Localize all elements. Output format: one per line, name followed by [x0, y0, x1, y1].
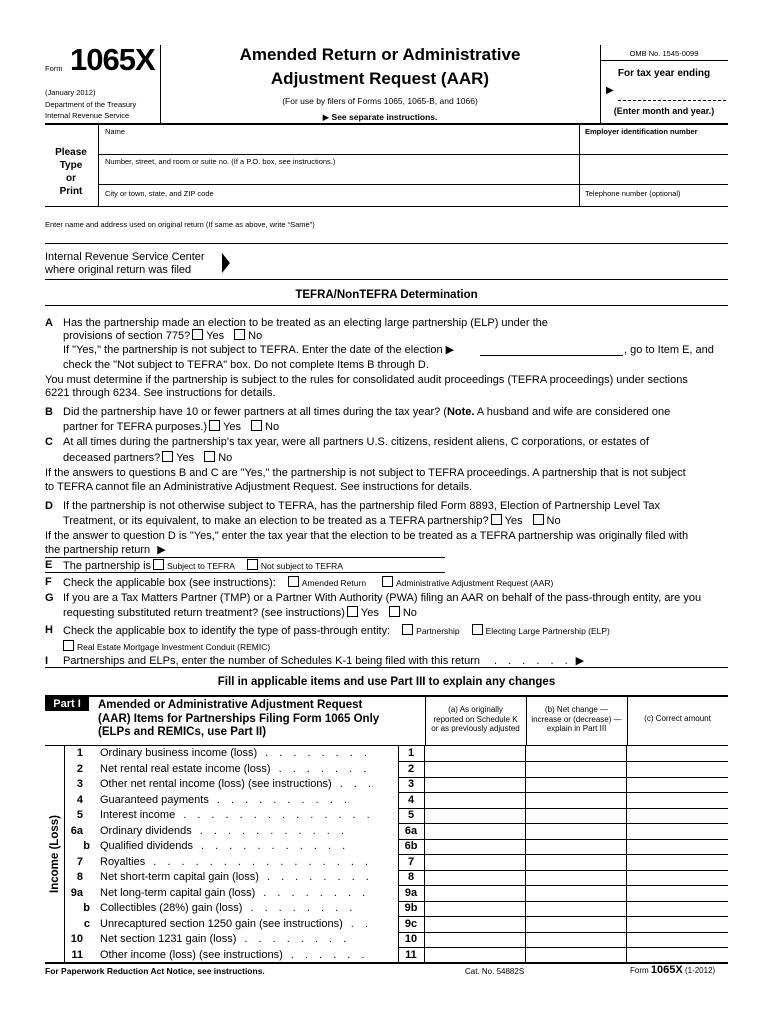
item-b-note: Note. — [446, 406, 475, 418]
line-label: Ordinary dividends — [100, 824, 192, 837]
for-use-note: (For use by filers of Forms 1065, 1065-B, and 1066) — [282, 96, 478, 106]
leader-dots: . . . . . . . . . . . — [199, 824, 348, 837]
line-box-number: 9a — [404, 886, 418, 899]
col-a-amount-field[interactable] — [425, 886, 525, 901]
col-c-amount-field[interactable] — [627, 808, 727, 823]
line-number: 2 — [76, 762, 83, 775]
col-b-amount-field[interactable] — [526, 746, 626, 761]
line-number: 5 — [76, 809, 83, 821]
income-loss-side-label: Income (Loss) — [48, 815, 61, 893]
line-box-number: 6a — [404, 824, 418, 837]
name-field[interactable] — [100, 137, 578, 153]
paperwork-notice: For Paperwork Reduction Act Notice, see instructions. — [45, 966, 265, 976]
line-label: Guaranteed payments — [100, 793, 209, 806]
line-box-number: 1 — [407, 747, 415, 759]
item-g-text-2: requesting substituted return treatment? (see instructions) — [63, 607, 345, 619]
table-row — [0, 932, 770, 947]
col-a-amount-field[interactable] — [425, 948, 525, 963]
col-b-amount-field[interactable] — [526, 948, 626, 963]
item-c-no-checkbox[interactable] — [204, 451, 215, 462]
item-g-no-label: No — [402, 607, 417, 619]
line-label: Royalties — [100, 855, 146, 868]
col-c-amount-field[interactable] — [627, 870, 727, 885]
line-label: Net section 1231 gain (loss) — [100, 933, 237, 945]
item-i-text: Partnerships and ELPs, enter the number of Schedules K-1 being filed with this return — [63, 655, 481, 667]
col-a-amount-field[interactable] — [425, 870, 525, 885]
table-row — [0, 839, 770, 854]
leader-dots: . . . . . . . . — [265, 747, 371, 759]
original-name-label: Enter name and address used on original return (If same as above, write “Same”) — [45, 220, 315, 229]
original-name-field[interactable] — [45, 230, 728, 242]
item-f-text: Check the applicable box (see instructions): — [63, 577, 276, 589]
line-box-number: 11 — [405, 948, 417, 961]
line-number: 9a — [70, 886, 83, 899]
leader-dots: . . . . . . . — [278, 762, 371, 775]
item-g-yes-label: Yes — [360, 607, 379, 619]
col-a-amount-field[interactable] — [425, 777, 525, 792]
col-c-amount-field[interactable] — [627, 762, 727, 777]
phone-label: Telephone number (optional) — [585, 189, 681, 198]
item-a-election-date-field[interactable] — [480, 355, 623, 356]
remic-checkbox[interactable] — [63, 640, 74, 651]
street-label: Number, street, and room or suite no. (If a P.O. box, see instructions.) — [105, 157, 336, 166]
line-label: Net long-term capital gain (loss) — [100, 886, 256, 899]
item-c-text-1: At all times during the partnership's tax year, were all partners U.S. citizens, resident aliens, C corporations, or estates of — [63, 436, 649, 448]
table-row — [0, 948, 770, 963]
table-row — [0, 855, 770, 870]
line-number: 8 — [76, 871, 83, 883]
item-b-text-1b: A husband and wife are considered one — [474, 406, 671, 418]
partnership-label: Partnership — [416, 626, 460, 636]
item-e-letter: E — [45, 559, 53, 571]
must-determine-2: 6221 through 6234. See instructions for details. — [45, 387, 276, 399]
col-c-amount-field[interactable] — [627, 777, 727, 792]
table-row — [0, 746, 770, 761]
col-a-amount-field[interactable] — [425, 746, 525, 761]
col-c-amount-field[interactable] — [627, 839, 727, 854]
line-number: b — [83, 840, 90, 852]
part-1-title-2: (AAR) Items for Partnerships Filing Form 1065 Only — [98, 712, 380, 725]
item-a-text-2: provisions of section 775? — [63, 330, 191, 342]
please-label: Please — [55, 147, 87, 158]
line-label: Other net rental income (loss) (see instructions) — [100, 778, 332, 790]
col-a-amount-field[interactable] — [425, 932, 525, 947]
not-subject-to-tefra-label: Not subject to TEFRA — [260, 561, 343, 571]
table-row — [0, 870, 770, 885]
item-d-no-checkbox[interactable] — [533, 514, 544, 525]
line-number: b — [83, 902, 90, 914]
footer-revision: (1-2012) — [684, 966, 716, 975]
table-row — [0, 808, 770, 823]
item-d-yes-label: Yes — [504, 515, 523, 527]
col-a-amount-field[interactable] — [425, 808, 525, 823]
subject-to-tefra-checkbox[interactable] — [153, 559, 164, 570]
col-b-header-2: increase or (decrease) — — [531, 714, 622, 724]
irs-name: Internal Revenue Service — [45, 111, 130, 120]
item-a-no-label: No — [248, 330, 263, 342]
ein-field[interactable] — [581, 137, 727, 153]
col-b-amount-field[interactable] — [526, 901, 626, 916]
department: Department of the Treasury — [45, 100, 137, 109]
city-field[interactable] — [100, 198, 578, 206]
table-row — [0, 917, 770, 932]
item-c-no-label: No — [218, 452, 233, 464]
form-number: 1065X — [70, 42, 155, 77]
item-c-yes-label: Yes — [176, 452, 195, 464]
arrow-right-icon — [222, 253, 230, 273]
footer-form-word: Form — [630, 966, 649, 975]
line-number: 3 — [76, 778, 83, 790]
line-box-number: 4 — [407, 793, 415, 806]
line-number: 6a — [70, 824, 83, 837]
col-c-amount-field[interactable] — [627, 917, 727, 932]
line-number: 11 — [71, 948, 83, 961]
leader-dots: . . . — [339, 778, 375, 790]
item-d-no-label: No — [546, 515, 561, 527]
col-b-header-1: (b) Net change — — [544, 705, 609, 714]
leader-dots: . . . . . . . . . . . — [200, 840, 350, 852]
line-box-number: 7 — [407, 855, 415, 868]
item-d-text-1: If the partnership is not otherwise subject to TEFRA, has the partnership filed Form 8893, Election of Partnership Level Tax — [63, 500, 660, 512]
item-b-letter: B — [45, 406, 53, 418]
elp-label: Electing Large Partnership (ELP) — [485, 626, 610, 636]
item-a-yes-label: Yes — [206, 330, 225, 342]
leader-dots: . . . . . . . . . . . . . . . . — [153, 855, 372, 868]
col-b-amount-field[interactable] — [526, 839, 626, 854]
col-c-amount-field[interactable] — [627, 855, 727, 870]
item-h-letter: H — [45, 624, 53, 636]
item-d-text-2: Treatment, or its equivalent, to make an election to be treated as a TEFRA partnership? — [63, 515, 489, 527]
line-box-number: 8 — [407, 871, 415, 883]
item-d-letter: D — [45, 500, 53, 512]
form-label: Form — [45, 64, 63, 73]
item-e-text: The partnership is — [63, 560, 152, 572]
col-a-header-2: reported on Schedule K — [433, 714, 518, 724]
col-a-amount-field[interactable] — [425, 824, 525, 839]
line-box-number: 9c — [404, 917, 418, 930]
item-d-tax-year-field[interactable] — [182, 544, 402, 557]
item-i-arrow-icon: ▶ — [575, 655, 585, 667]
line-box-number: 2 — [407, 762, 415, 775]
leader-dots: . . . . . . . . — [266, 871, 373, 883]
item-a-letter: A — [45, 317, 53, 329]
table-row — [0, 824, 770, 839]
table-row — [0, 793, 770, 808]
tax-year-field[interactable] — [618, 100, 726, 101]
aar-label: Administrative Adjustment Request (AAR) — [396, 578, 554, 588]
leader-dots: . . — [350, 917, 372, 930]
see-instructions: ▶ See separate instructions. — [322, 112, 438, 122]
leader-dots: . . . . . . . . — [263, 886, 370, 899]
ein-label: Employer identification number — [585, 127, 698, 136]
col-a-amount-field[interactable] — [425, 855, 525, 870]
item-b-yes-label: Yes — [223, 421, 242, 433]
line-label: Net short-term capital gain (loss) — [100, 871, 259, 883]
revision-date: (January 2012) — [45, 88, 96, 97]
table-row — [0, 777, 770, 792]
item-b-yes-checkbox[interactable] — [209, 420, 220, 431]
item-c-yes-checkbox[interactable] — [162, 451, 173, 462]
col-a-amount-field[interactable] — [425, 901, 525, 916]
if-d-arrow-icon: ▶ — [157, 544, 166, 556]
line-number: 10 — [70, 933, 83, 945]
aar-checkbox[interactable] — [382, 576, 393, 587]
table-row — [0, 901, 770, 916]
table-row — [0, 762, 770, 777]
table-row — [0, 886, 770, 901]
col-b-amount-field[interactable] — [526, 793, 626, 808]
line-number: c — [83, 917, 90, 930]
type-label: Type — [59, 160, 83, 171]
col-a-amount-field[interactable] — [425, 839, 525, 854]
item-c-text-2: deceased partners? — [63, 452, 161, 464]
subject-to-tefra-label: Subject to TEFRA — [167, 561, 235, 571]
line-box-number: 6b — [404, 840, 418, 852]
irs-center-line-2: where original return was filed — [45, 264, 192, 276]
col-b-amount-field[interactable] — [526, 886, 626, 901]
title-line-1: Amended Return or Administrative — [239, 45, 521, 64]
col-a-amount-field[interactable] — [425, 917, 525, 932]
item-g-letter: G — [45, 592, 54, 604]
leader-dots: . . . . . . . . — [244, 933, 351, 945]
item-f-letter: F — [45, 576, 52, 588]
if-bc-2: to TEFRA cannot file an Administrative Adjustment Request. See instructions for details. — [45, 481, 473, 493]
col-a-header-3: or as previously adjusted — [431, 724, 520, 733]
line-label: Unrecaptured section 1250 gain (see instructions) — [100, 917, 343, 930]
amended-return-checkbox[interactable] — [288, 576, 299, 587]
col-c-amount-field[interactable] — [627, 746, 727, 761]
item-i-letter: I — [45, 655, 49, 667]
enter-month-note: (Enter month and year.) — [613, 106, 715, 116]
footer-form-number: 1065X — [650, 964, 683, 976]
title-line-2: Adjustment Request (AAR) — [270, 69, 490, 88]
line-box-number: 10 — [404, 933, 418, 945]
item-d-yes-checkbox[interactable] — [491, 514, 502, 525]
fill-heading: Fill in applicable items and use Part III to explain any changes — [217, 676, 556, 688]
col-b-amount-field[interactable] — [526, 917, 626, 932]
line-number: 7 — [76, 855, 83, 868]
col-b-header-3: explain in Part III — [546, 724, 607, 733]
part-1-title-3: (ELPs and REMICs, use Part II) — [98, 726, 267, 738]
item-b-text-2: partner for TEFRA purposes.) — [63, 421, 208, 433]
item-a-no-checkbox[interactable] — [234, 329, 245, 340]
omb-number: OMB No. 1545-0099 — [629, 49, 699, 58]
item-a-text-1: Has the partnership made an election to be treated as an electing large partnership (ELP) under the — [63, 317, 548, 329]
city-label: City or town, state, and ZIP code — [105, 189, 214, 198]
item-c-letter: C — [45, 436, 53, 448]
col-b-amount-field[interactable] — [526, 777, 626, 792]
item-a-text-4: check the "Not subject to TEFRA" box. Do not complete Items B through D. — [63, 359, 429, 371]
line-label: Ordinary business income (loss) — [100, 747, 258, 759]
leader-dots: . . . . . . . . . . . . . . — [183, 809, 374, 821]
col-b-amount-field[interactable] — [526, 808, 626, 823]
line-label: Collectibles (28%) gain (loss) — [100, 902, 243, 914]
tefra-heading: TEFRA/NonTEFRA Determination — [295, 289, 478, 301]
irs-center-line-1: Internal Revenue Service Center — [45, 251, 205, 263]
amended-return-label: Amended Return — [301, 578, 367, 588]
item-i-k1-count-field[interactable] — [622, 653, 726, 667]
line-label: Interest income — [100, 809, 176, 821]
col-a-amount-field[interactable] — [425, 793, 525, 808]
line-box-number: 3 — [407, 778, 415, 790]
item-g-no-checkbox[interactable] — [389, 606, 400, 617]
col-c-header: (c) Correct amount — [644, 714, 711, 723]
item-b-no-checkbox[interactable] — [251, 420, 262, 431]
part-1-tag: Part I — [45, 697, 89, 711]
if-d-1: If the answer to question D is "Yes," enter the tax year that the election to be treated as a TEFRA partnership was originally filed with — [45, 530, 689, 542]
col-c-amount-field[interactable] — [627, 948, 727, 963]
if-d-2: the partnership return — [45, 544, 151, 556]
item-i-dots: . . . . . . — [494, 655, 572, 667]
leader-dots: . . . . . . . . — [250, 902, 357, 914]
tax-year-arrow: ▶ — [606, 85, 614, 96]
part-1-title-1: Amended or Administrative Adjustment Request — [98, 699, 363, 711]
name-label: Name — [105, 127, 126, 136]
item-b-text-1a: Did the partnership have 10 or fewer partners at all times during the tax year? ( — [63, 406, 447, 418]
leader-dots: . . . . . . . . . . — [216, 793, 351, 806]
item-a-text-3b: , go to Item E, and — [624, 344, 714, 356]
partnership-checkbox[interactable] — [402, 624, 413, 635]
cat-number: Cat. No. 54882S — [465, 967, 525, 976]
col-c-amount-field[interactable] — [627, 932, 727, 947]
or-label: or — [66, 173, 76, 184]
item-a-text-3: If "Yes," the partnership is not subject to TEFRA. Enter the date of the election ▶ — [63, 344, 455, 356]
street-field[interactable] — [100, 167, 727, 183]
line-box-number: 9b — [404, 902, 418, 914]
col-c-amount-field[interactable] — [627, 901, 727, 916]
col-b-amount-field[interactable] — [526, 932, 626, 947]
col-c-amount-field[interactable] — [627, 793, 727, 808]
print-label: Print — [59, 186, 83, 197]
item-b-no-label: No — [265, 421, 280, 433]
col-c-amount-field[interactable] — [627, 824, 727, 839]
line-number: 4 — [76, 793, 83, 806]
elp-checkbox[interactable] — [472, 624, 483, 635]
line-number: 1 — [76, 747, 83, 759]
col-a-header-1: (a) As originally — [448, 705, 503, 714]
col-b-amount-field[interactable] — [526, 824, 626, 839]
tax-year-label: For tax year ending — [617, 68, 711, 79]
line-label: Qualified dividends — [100, 840, 193, 852]
col-b-amount-field[interactable] — [526, 762, 626, 777]
must-determine-1: You must determine if the partnership is subject to the rules for consolidated audit proceedings (TEFRA proceedings) under sections — [45, 374, 688, 386]
line-label: Other income (loss) (see instructions) — [100, 948, 283, 961]
if-bc-1: If the answers to questions B and C are "Yes," the partnership is not subject to TEFRA proceedings. A partnership that is not subject — [45, 467, 686, 479]
leader-dots: . . . . . . — [290, 948, 369, 961]
col-a-amount-field[interactable] — [425, 762, 525, 777]
remic-label: Real Estate Mortgage Investment Conduit (REMIC) — [77, 642, 271, 652]
line-box-number: 5 — [407, 809, 415, 821]
item-g-yes-checkbox[interactable] — [347, 606, 358, 617]
item-a-yes-checkbox[interactable] — [192, 329, 203, 340]
not-subject-to-tefra-checkbox[interactable] — [247, 559, 258, 570]
col-b-amount-field[interactable] — [526, 855, 626, 870]
item-h-text: Check the applicable box to identify the type of pass-through entity: — [63, 625, 391, 637]
item-g-text-1: If you are a Tax Matters Partner (TMP) or a Partner With Authority (PWA) filing an AAR on behalf of the pass-through entity, are you — [63, 592, 702, 604]
col-c-amount-field[interactable] — [627, 886, 727, 901]
line-label: Net rental real estate income (loss) — [100, 762, 271, 775]
col-b-amount-field[interactable] — [526, 870, 626, 885]
irs-center-field[interactable] — [232, 250, 728, 276]
